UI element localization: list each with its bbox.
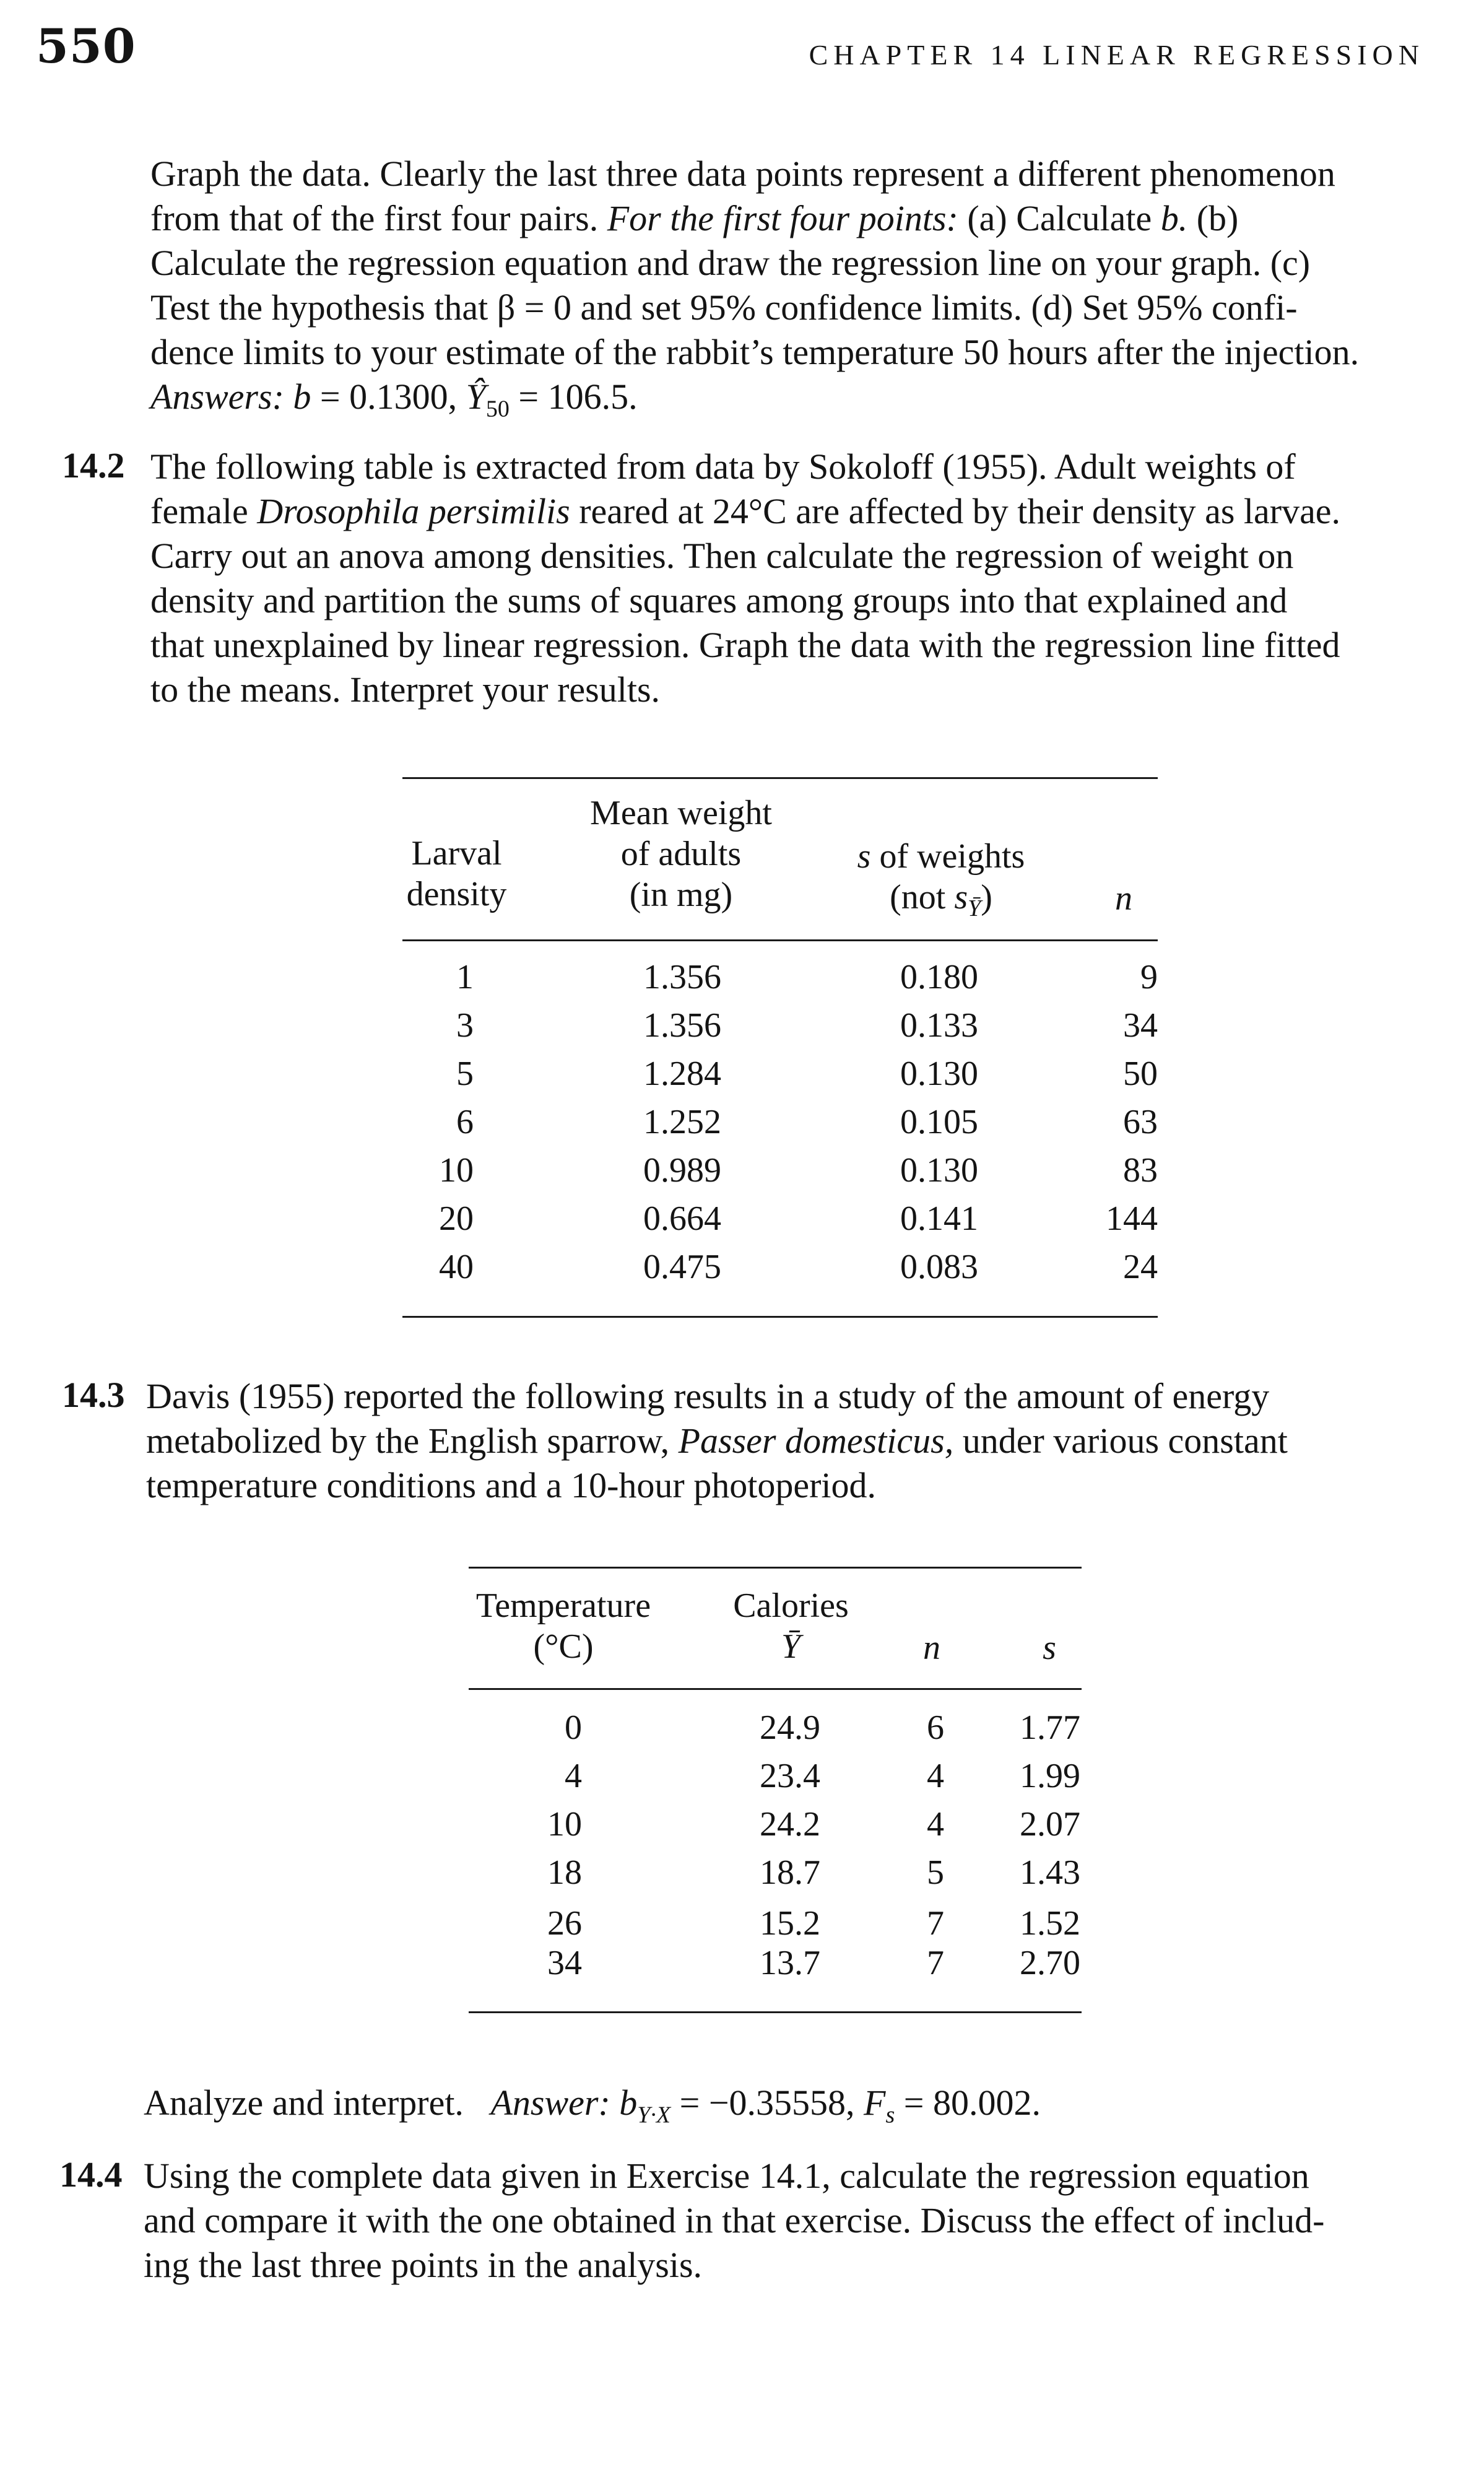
analyze-text: Analyze and interpret. [144,2083,464,2123]
header-s-weights-1 [830,836,1052,877]
header-calories-1: Calories [733,1587,849,1625]
header-s-143-text: s [1043,1629,1056,1667]
temperature-cell: 34 [547,1944,582,1982]
n-cell-143: 5 [927,1853,944,1892]
mean-weight-cell: 0.664 [643,1199,721,1238]
header-s-weights [830,836,1052,929]
header-temperature [461,1585,666,1667]
answer-label: Answer: [490,2083,610,2123]
ex143-line-2-suffix: under various constant [962,1421,1288,1461]
ex144-line-2: and compare it with the one obtained in that exercise. Discuss the effect of includ- [144,2200,1325,2240]
header-mean-weight [557,793,805,915]
f-symbol: F [864,2083,886,2123]
ybar-symbol: Ȳ [781,1627,801,1666]
s-cell-143: 2.70 [1020,1944,1080,1982]
f-sub: s [885,2102,895,2128]
answers-label: Answers: [150,377,284,417]
intro-line-3: Calculate the regression equation and draw the regression line on your graph. (c) [150,243,1311,283]
answers-yhat-sub: 50 [485,396,510,422]
header-temperature-2: (°C) [533,1627,594,1666]
header-n-143 [910,1627,953,1668]
intro-line-2-end: (b) [1196,198,1239,238]
density-cell: 10 [439,1151,474,1190]
s-symbol: s [857,837,871,876]
calories-cell: 13.7 [760,1944,820,1982]
f-value: = 80.002. [903,2083,1041,2123]
species-passer: Passer domesticus, [678,1421,954,1461]
calories-cell: 15.2 [760,1904,820,1943]
ex143-line-2-prefix: metabolized by the English sparrow, [146,1421,670,1461]
intro-line-2 [150,196,1413,241]
mean-weight-cell: 1.252 [643,1103,721,1141]
exercise-14-3-number: 14.3 [62,1375,125,1415]
intro-line-4: Test the hypothesis that β = 0 and set 95% confidence limits. (d) Set 95% confi- [150,287,1298,328]
analyze-line-content [144,2081,1419,2138]
answers-yhat-value: = 106.5. [518,377,638,417]
header-larval-density [390,833,523,915]
n-cell-143: 4 [927,1757,944,1795]
ex142-line-3: Carry out an anova among densities. Then calculate the regression of weight on [150,536,1294,576]
intro-line-2-calc: (a) Calculate [967,198,1152,238]
analyze-line [144,2081,1419,2138]
n-cell: 50 [1123,1055,1158,1093]
table-14-2-top-rule [402,777,1158,779]
s-weights-cell: 0.141 [900,1199,978,1238]
exercise-14-4-text [144,2154,1407,2288]
ex143-line-1: Davis (1955) reported the following results in a study of the amount of energy [146,1376,1270,1416]
first-four-points-label: For the first four points: [607,198,958,238]
page-number: 550 [36,19,136,74]
s-weights-cell: 0.130 [900,1055,978,1093]
ex142-line-1: The following table is extracted from data by Sokoloff (1955). Adult weights of [150,446,1296,487]
table-14-2-mid-rule [402,939,1158,941]
header-n-143-text: n [923,1629,940,1667]
header-of-weights: of weights [879,837,1025,876]
header-mean-weight-2: of adults [620,835,742,873]
calories-cell: 18.7 [760,1853,820,1892]
exercise-14-3-text [146,1374,1409,1508]
header-density: density [406,875,507,913]
temperature-cell: 26 [547,1904,582,1943]
calories-cell: 24.2 [760,1805,820,1844]
s-weights-cell: 0.105 [900,1103,978,1141]
temperature-cell: 4 [565,1757,582,1795]
density-cell: 3 [456,1006,474,1045]
var-b: b. [1160,198,1188,238]
intro-paragraph [150,152,1413,432]
ex142-line-2 [150,489,1413,534]
temperature-cell: 0 [565,1709,582,1747]
header-n-text: n [1115,879,1132,918]
header-not: (not [890,878,955,916]
exercise-14-2-number: 14.2 [62,445,125,485]
running-head: CHAPTER 14 LINEAR REGRESSION [809,39,1425,71]
exercise-14-4-number: 14.4 [59,2154,123,2195]
header-mean-weight-3: (in mg) [629,876,733,914]
s-cell-143: 2.07 [1020,1805,1080,1844]
ex142-line-5: that unexplained by linear regression. Graph the data with the regression line fitted [150,625,1340,665]
intro-line-5: dence limits to your estimate of the rabbit’s temperature 50 hours after the injection. [150,332,1360,372]
ex144-line-1: Using the complete data given in Exercise 14.1, calculate the regression equation [144,2156,1309,2196]
mean-weight-cell: 1.356 [643,1006,721,1045]
table-14-3-top-rule [469,1567,1082,1569]
s-cell-143: 1.99 [1020,1757,1080,1795]
b-symbol: b [619,2083,638,2123]
n-cell-143: 6 [927,1709,944,1747]
n-cell: 9 [1140,958,1158,996]
s-cell-143: 1.52 [1020,1904,1080,1943]
ex142-line-2-prefix: female [150,491,248,531]
mean-weight-cell: 0.989 [643,1151,721,1190]
s-ybar-symbol: s [954,878,968,916]
intro-line-1: Graph the data. Clearly the last three data points represent a different phenomenon [150,154,1335,194]
s-cell-143: 1.43 [1020,1853,1080,1892]
answers-b-value: = 0.1300, [319,377,458,417]
answers-b: b [293,377,311,417]
ex142-line-4: density and partition the sums of squares among groups into that explained and [150,580,1288,620]
table-14-3-bottom-rule [469,2011,1082,2013]
ex143-line-3: temperature conditions and a 10-hour photoperiod. [146,1465,877,1505]
s-weights-cell: 0.180 [900,958,978,996]
density-cell: 5 [456,1055,474,1093]
calories-cell: 23.4 [760,1757,820,1795]
ex143-line-2 [146,1419,1409,1463]
header-temperature-1: Temperature [475,1587,651,1625]
mean-weight-cell: 1.284 [643,1055,721,1093]
s-ybar-sub: Ȳ [968,895,981,922]
mean-weight-cell: 0.475 [643,1248,721,1286]
n-cell: 34 [1123,1006,1158,1045]
header-calories [715,1585,867,1667]
s-weights-cell: 0.083 [900,1248,978,1286]
n-cell-143: 7 [927,1944,944,1982]
header-s-weights-2 [830,877,1052,929]
header-n [1102,878,1145,919]
answers-line [150,375,1413,432]
ex142-line-2-rest: reared at 24°C are affected by their density as larvae. [579,491,1341,531]
exercise-14-2-text [150,445,1413,712]
temperature-cell: 18 [547,1853,582,1892]
intro-line-2-text: from that of the first four pairs. [150,198,599,238]
n-cell: 83 [1123,1151,1158,1190]
answers-yhat: Ŷ [466,377,486,417]
header-s-143 [1028,1627,1071,1668]
n-cell: 24 [1123,1248,1158,1286]
b-value: = −0.35558, [679,2083,855,2123]
n-cell: 63 [1123,1103,1158,1141]
temperature-cell: 10 [547,1805,582,1844]
header-calories-2 [715,1626,867,1667]
header-mean-weight-1: Mean weight [590,794,772,832]
header-larval: Larval [411,834,502,873]
ex142-line-6: to the means. Interpret your results. [150,669,661,710]
n-cell-143: 7 [927,1904,944,1943]
mean-weight-cell: 1.356 [643,958,721,996]
table-14-3-mid-rule [469,1688,1082,1690]
header-close-paren: ) [981,878,992,916]
s-weights-cell: 0.133 [900,1006,978,1045]
s-cell-143: 1.77 [1020,1709,1080,1747]
density-cell: 40 [439,1248,474,1286]
s-weights-cell: 0.130 [900,1151,978,1190]
n-cell-143: 4 [927,1805,944,1844]
b-sub: Y·X [637,2102,671,2128]
density-cell: 6 [456,1103,474,1141]
ex144-line-3: ing the last three points in the analysis. [144,2245,703,2285]
density-cell: 1 [456,958,474,996]
n-cell: 144 [1106,1199,1158,1238]
table-14-2-bottom-rule [402,1316,1158,1318]
species-drosophila: Drosophila persimilis [257,491,570,531]
calories-cell: 24.9 [760,1709,820,1747]
density-cell: 20 [439,1199,474,1238]
